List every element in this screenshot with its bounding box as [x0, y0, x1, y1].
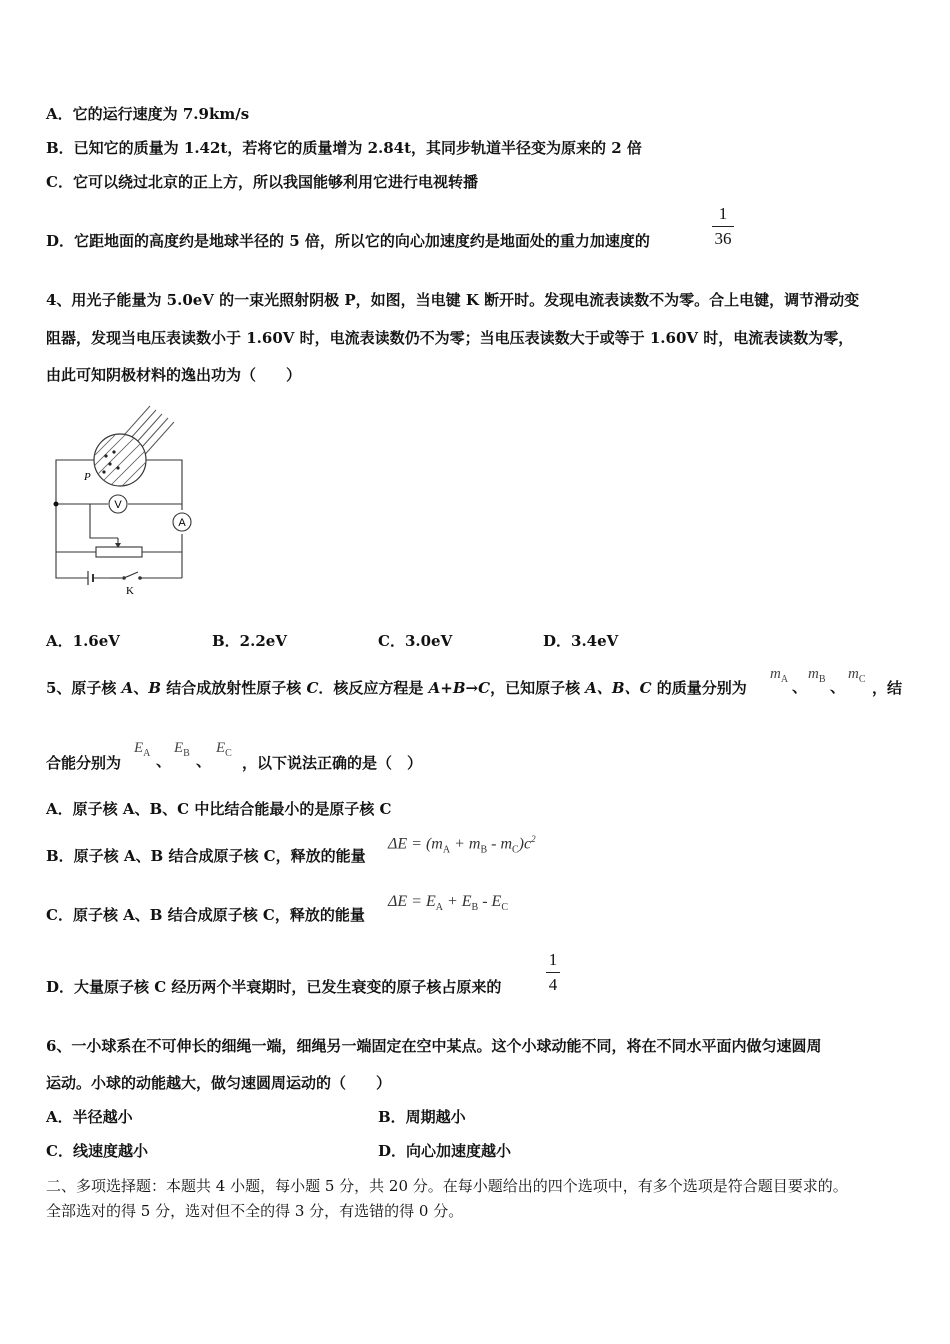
mass-mb: $m_B$ [808, 666, 826, 685]
q5-stem-line2-prefix: 合能分别为 [46, 754, 122, 772]
q4-stem-line3: 由此可知阴极材料的逸出功为（ ） [46, 366, 302, 384]
q6-option-a: A．半径越小 [46, 1108, 133, 1126]
energy-ec: $E_C$ [216, 740, 232, 759]
q3-option-b: B．已知它的质量为 1.42t，若将它的质量增为 2.84t，其同步轨道半径变为原来的 2 倍 [46, 139, 642, 157]
q5-option-c-formula: $\Delta E = E_A + E_B - E_C$ [388, 893, 508, 913]
q4-stem-line2: 阻器，发现当电压表读数小于 1.60V 时，电流表读数仍不为零；当电压表读数大于或等于 1.60V 时，电流表读数为零， [46, 329, 854, 347]
section2-heading-line2: 全部选对的得 5 分，选对但不全的得 3 分，有选错的得 0 分。 [46, 1202, 464, 1220]
q6-option-d: D．向心加速度越小 [378, 1142, 512, 1160]
q5-option-b-text: B．原子核 A、B 结合成原子核 C，释放的能量 [46, 847, 366, 865]
fraction-denominator: 4 [548, 975, 558, 994]
q4-option-a: A．1.6eV [46, 632, 120, 650]
q3-option-d: D．它距地面的高度约是地球半径的 5 倍，所以它的向心加速度约是地面处的重力加速度的 [46, 232, 650, 250]
q3-option-c: C．它可以绕过北京的正上方，所以我国能够利用它进行电视转播 [46, 173, 478, 191]
q3-option-d-fraction [712, 204, 734, 249]
q5-stem-line1: 5、原子核 A、B 结合成放射性原子核 C．核反应方程是 A+B→C，已知原子核 A、B、C 的质量分别为 [46, 679, 747, 697]
q5-option-d-fraction [546, 950, 560, 995]
q4-option-d: D．3.4eV [543, 632, 619, 650]
fraction-denominator: 36 [714, 229, 732, 248]
q6-stem-line1: 6、一小球系在不可伸长的细绳一端，细绳另一端固定在空中某点。这个小球动能不同，将在不同水平面内做匀速圆周 [46, 1037, 822, 1055]
q6-stem-line2: 运动。小球的动能越大，做匀速圆周运动的（ ） [46, 1074, 392, 1092]
photoelectric-circuit-figure [40, 400, 200, 600]
rheostat [96, 547, 142, 557]
q5-option-b-formula: $\Delta E = (m_A + m_B - m_C)c^2$ [388, 834, 536, 856]
phototube [94, 434, 146, 486]
q5-option-c-text: C．原子核 A、B 结合成原子核 C，释放的能量 [46, 906, 365, 924]
q4-option-b: B．2.2eV [212, 632, 287, 650]
q5-stem-line2-suffix: ，以下说法正确的是（ ） [242, 754, 423, 772]
q3-option-a: A．它的运行速度为 7.9km/s [46, 105, 250, 123]
section2-heading-line1: 二、多项选择题：本题共 4 小题，每小题 5 分，共 20 分。在每小题给出的四个选项中，有多个选项是符合题目要求的。 [46, 1177, 848, 1195]
ammeter-label: A [178, 517, 186, 529]
fraction-numerator: 1 [718, 204, 728, 223]
q4-option-c: C．3.0eV [378, 632, 453, 650]
switch-label: K [126, 585, 134, 597]
mass-ma: $m_A$ [770, 666, 789, 685]
q6-option-b: B．周期越小 [378, 1108, 466, 1126]
energy-eb: $E_B$ [174, 740, 190, 759]
q5-option-d-text: D．大量原子核 C 经历两个半衰期时，已发生衰变的原子核占原来的 [46, 978, 502, 996]
mass-mc: $m_C$ [848, 666, 866, 685]
energy-ea: $E_A$ [134, 740, 151, 759]
voltmeter-label: V [114, 499, 122, 511]
switch-k [124, 572, 138, 578]
q6-option-c: C．线速度越小 [46, 1142, 148, 1160]
cathode-label: P [84, 471, 91, 483]
fraction-numerator: 1 [548, 950, 558, 969]
q4-stem-line1: 4、用光子能量为 5.0eV 的一束光照射阴极 P，如图，当电键 K 断开时。发现电流表读数不为零。合上电键，调节滑动变 [46, 291, 860, 309]
q5-option-a: A．原子核 A、B、C 中比结合能最小的是原子核 C [46, 800, 392, 818]
